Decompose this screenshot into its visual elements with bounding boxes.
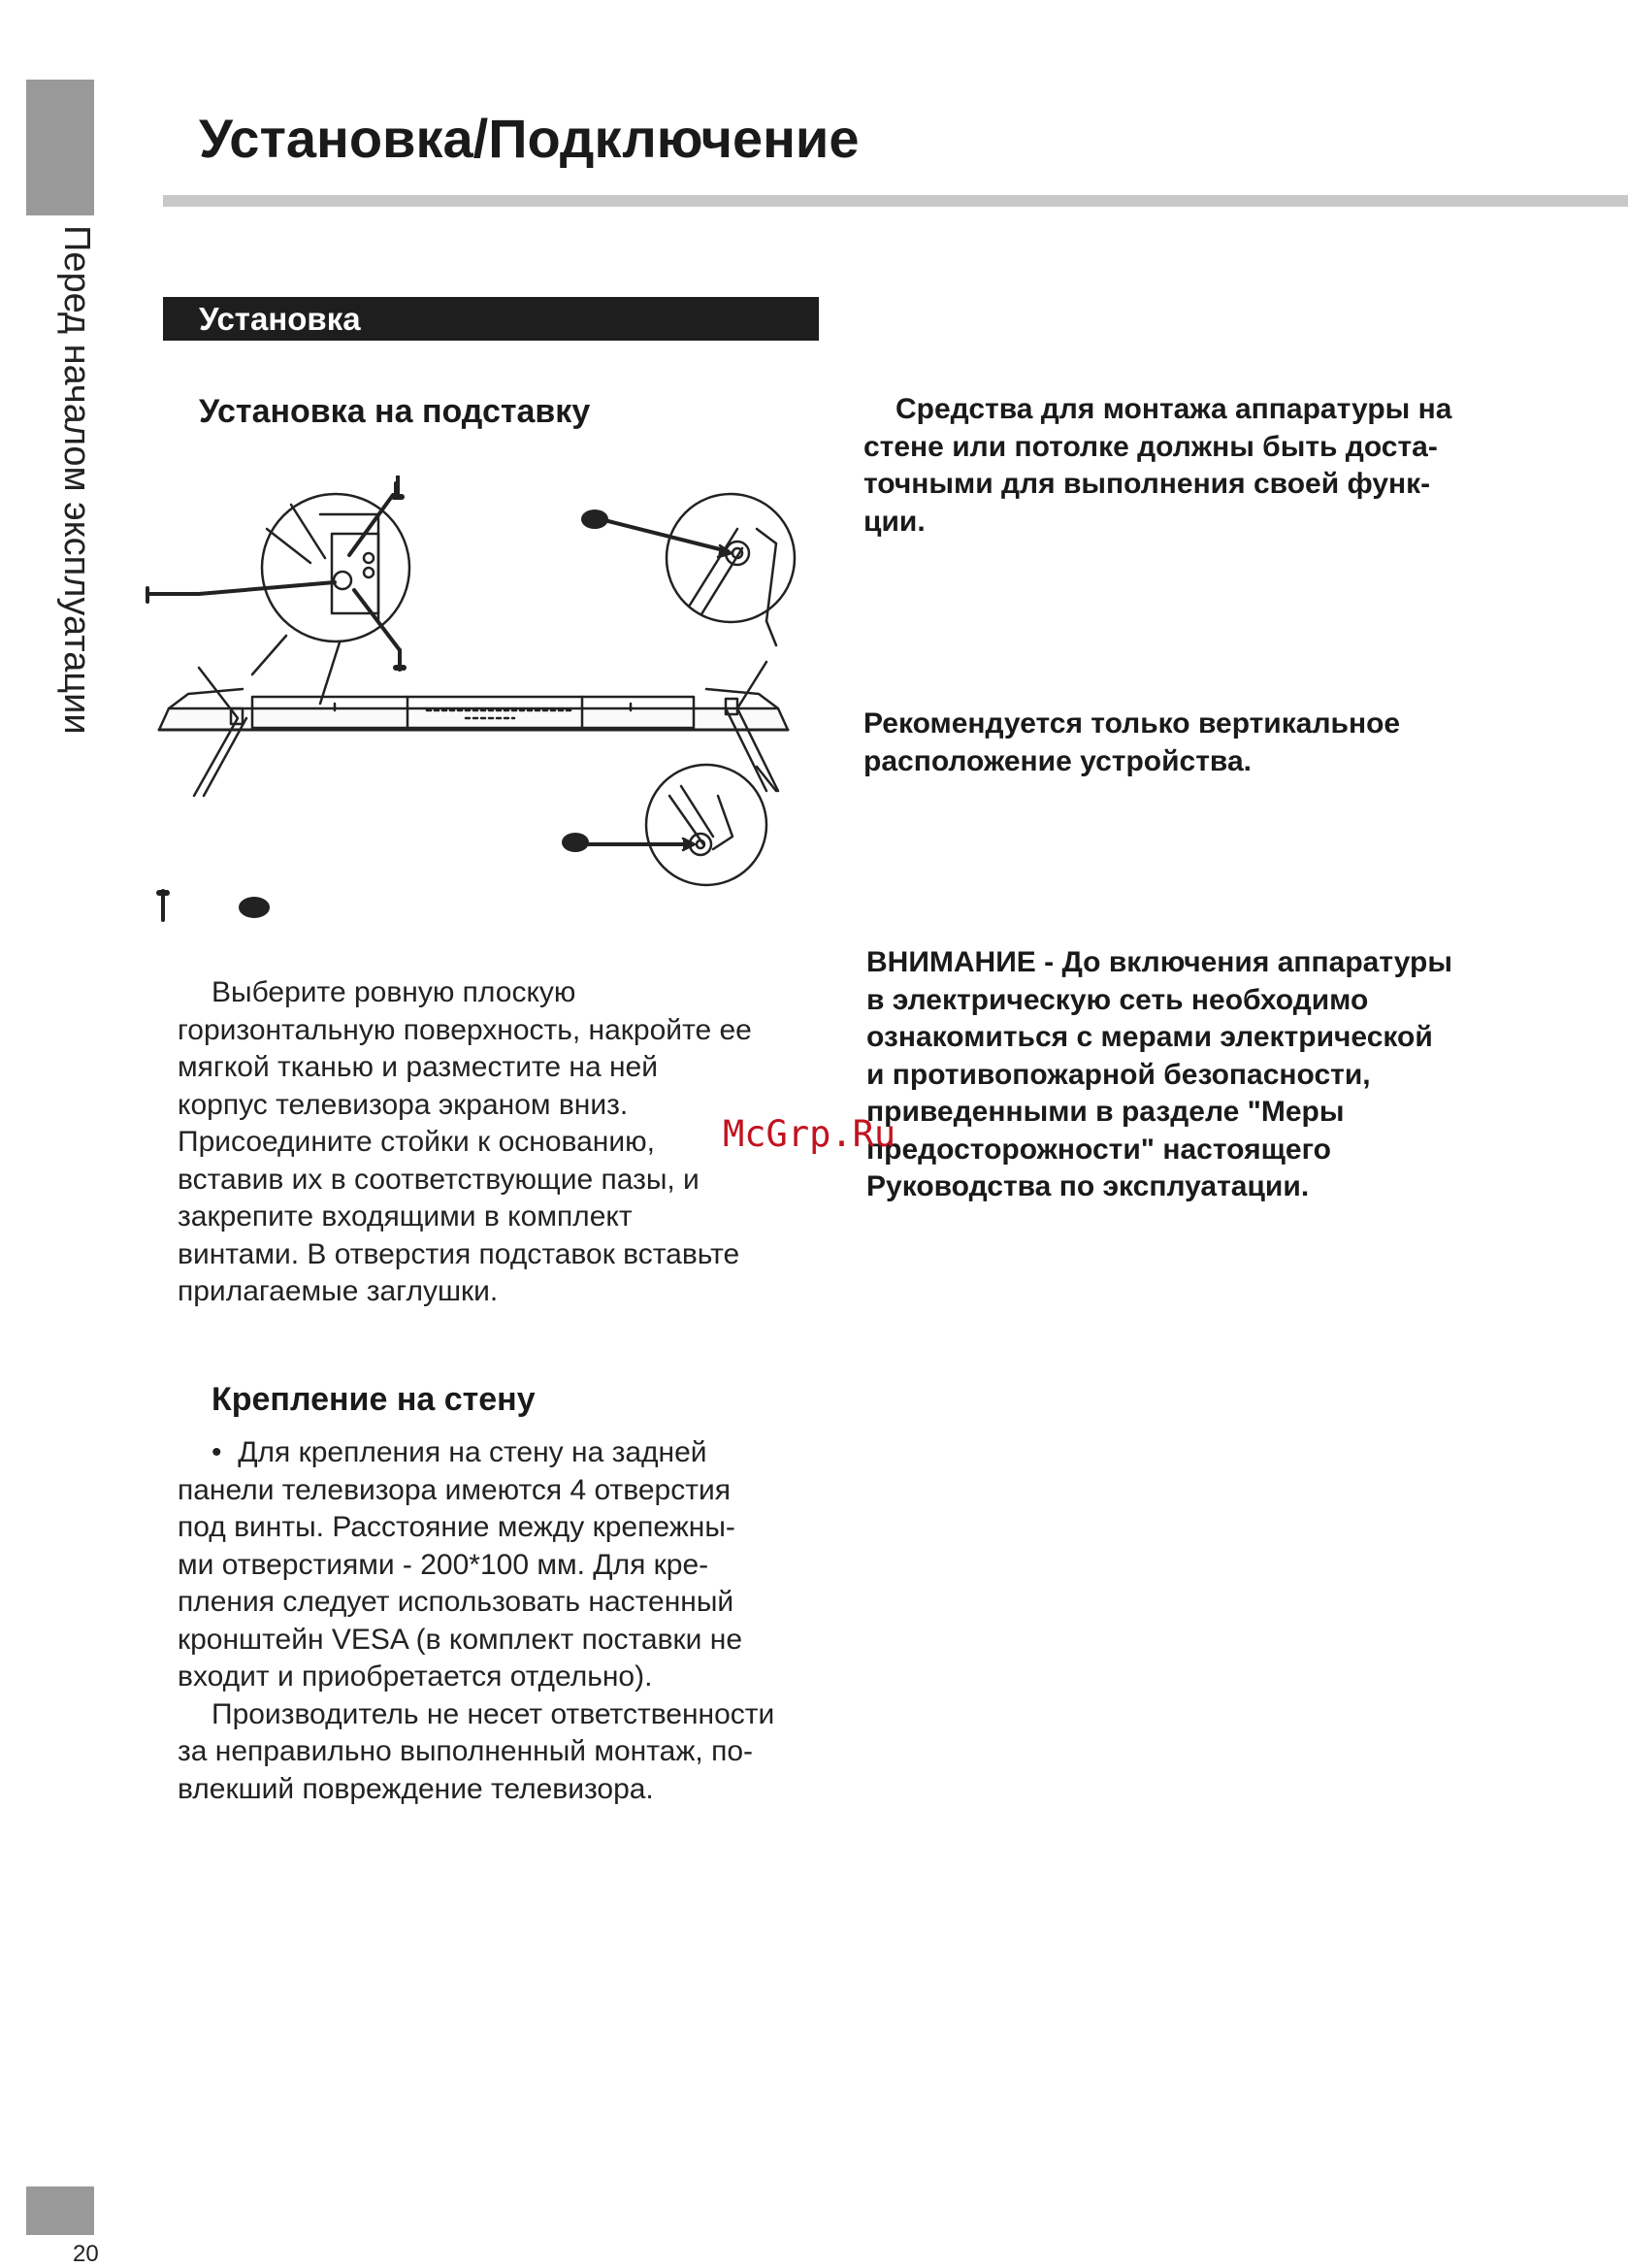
warning-line: ВНИМАНИЕ - До включения аппаратуры: [866, 946, 1452, 978]
stand-line: прилагаемые заглушки.: [178, 1275, 499, 1307]
mount-line: Средства для монтажа аппаратуры на: [895, 393, 1452, 425]
vertical-note: [863, 706, 1400, 780]
mount-line: стене или потолке должны быть доста-: [863, 430, 1438, 463]
warning-line: и противопожарной безопасности,: [866, 1058, 1371, 1091]
stand-line: вставив их в соответствующие пазы, и: [178, 1163, 700, 1196]
vertical-line: расположение устройства.: [863, 744, 1252, 777]
stand-line: корпус телевизора экраном вниз.: [178, 1088, 629, 1121]
warning-line: приведенными в разделе "Меры: [866, 1096, 1345, 1128]
stand-line: Выберите ровную плоскую: [212, 976, 576, 1008]
stand-line: горизонтальную поверхность, накройте ее: [178, 1013, 752, 1046]
vertical-line: Рекомендуется только вертикальное: [863, 707, 1401, 740]
legend-plug-icon: [239, 897, 270, 918]
stand-installation-diagram: [146, 476, 844, 932]
wall-line: за неправильно выполненный монтаж, по-: [178, 1735, 753, 1767]
wall-paragraph: [178, 1434, 774, 1808]
warning-line: в электрическую сеть необходимо: [866, 983, 1369, 1016]
warning-line: предосторожности" настоящего: [866, 1133, 1332, 1166]
warning-line: ознакомиться с мерами электрической: [866, 1021, 1433, 1053]
warning-note: [866, 944, 1452, 1206]
stand-line: закрепите входящими в комплект: [178, 1200, 633, 1233]
stand-line: винтами. В отверстия подставок вставьте: [178, 1237, 740, 1270]
side-tab-block: [26, 80, 94, 215]
stand-heading: Установка на подставку: [199, 393, 591, 430]
page-number: 20: [73, 2241, 99, 2267]
title-rule: [163, 195, 1628, 207]
side-tab-label: Перед началом эксплуатации: [56, 225, 97, 735]
wall-line: панели телевизора имеются 4 отверстия: [178, 1473, 731, 1506]
wall-line: входит и приобретается отдельно).: [178, 1660, 653, 1693]
stand-line: мягкой тканью и разместите на ней: [178, 1051, 658, 1083]
stand-line: Присоедините стойки к основанию,: [178, 1126, 655, 1158]
warning-line: Руководства по эксплуатации.: [866, 1170, 1310, 1202]
wall-line: ми отверстиями - 200*100 мм. Для кре-: [178, 1548, 709, 1581]
wall-heading: Крепление на стену: [212, 1381, 536, 1418]
detail-circle-top-left: [262, 494, 409, 641]
wall-line: под винты. Расстояние между крепежны-: [178, 1511, 735, 1543]
bullet: •: [212, 1436, 222, 1468]
plug-marker-top: [581, 509, 608, 529]
wall-line: пления следует использовать настенный: [178, 1586, 734, 1618]
page-title: Установка/Подключение: [199, 108, 860, 169]
watermark: McGrp.Ru: [723, 1113, 896, 1155]
section-label: Установка: [199, 301, 361, 337]
wall-line: Производитель не несет ответственности: [212, 1697, 775, 1730]
stand-paragraph: [178, 974, 752, 1311]
wall-line: кронштейн VESA (в комплект поставки не: [178, 1623, 743, 1656]
mount-line: ции.: [863, 505, 926, 538]
mount-line: точными для выполнения своей функ-: [863, 468, 1431, 500]
wall-line: влекший повреждение телевизора.: [178, 1772, 654, 1805]
left-stand-leg: [194, 668, 238, 796]
plug-marker-bottom: [562, 833, 589, 852]
wall-line-first: [178, 1434, 774, 1472]
wall-line: Для крепления на стену на задней: [238, 1436, 707, 1468]
mount-note: [863, 391, 1451, 541]
footer-block: [26, 2186, 94, 2235]
